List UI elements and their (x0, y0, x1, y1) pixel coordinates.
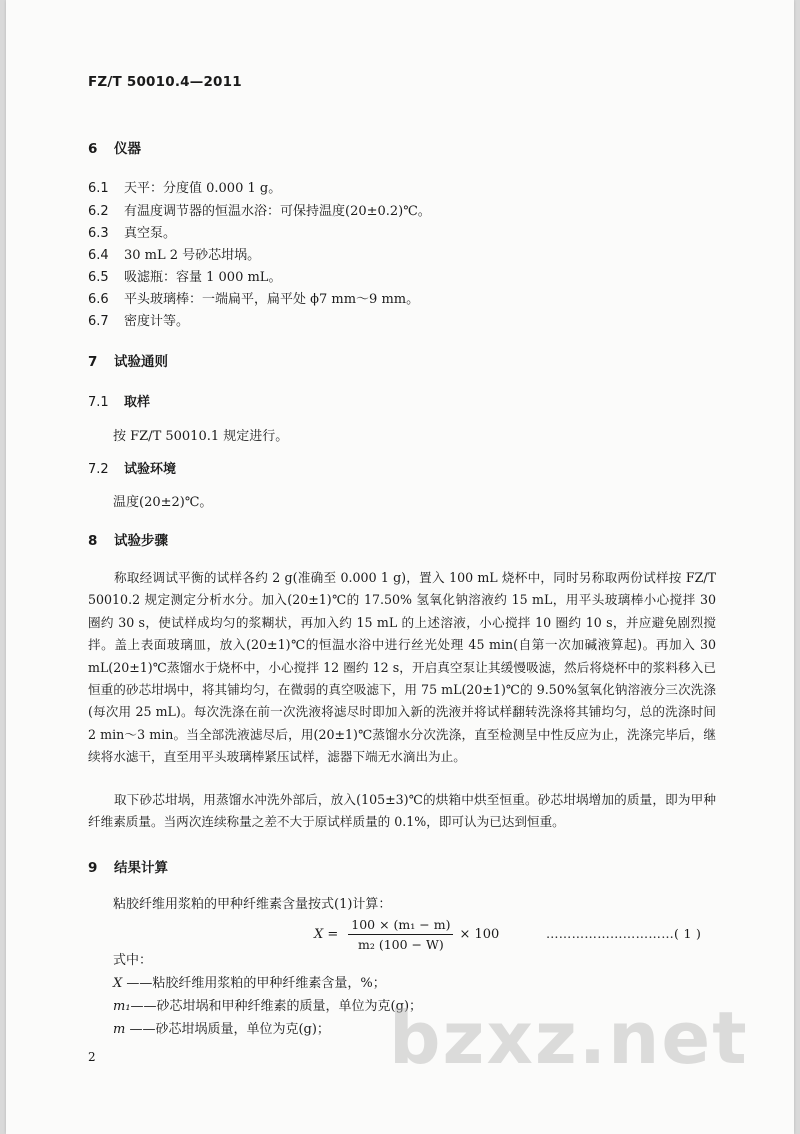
definition-x (113, 972, 386, 991)
item-number: 6.5 (88, 270, 109, 285)
definition-symbol: X (113, 976, 123, 991)
item-6-4 (88, 244, 260, 263)
formula-numerator: 100 × (m₁ − m) (348, 917, 453, 935)
item-text: 密度计等。 (124, 314, 190, 329)
section-number: 8 (88, 533, 98, 549)
page-number: 2 (88, 1050, 96, 1064)
subsection-number: 7.1 (88, 395, 109, 410)
watermark-logo: bzxz.net (389, 996, 749, 1080)
item-number: 6.1 (88, 181, 109, 196)
item-number: 6.6 (88, 292, 109, 307)
section-8-heading (88, 529, 168, 549)
item-6-7 (88, 310, 189, 329)
section-title: 结果计算 (114, 860, 168, 876)
where-label: 式中： (113, 953, 153, 968)
definition-text: ——砂芯坩埚质量，单位为克(g)； (125, 1022, 330, 1037)
definition-symbol: m₁ (113, 999, 131, 1014)
item-number: 6.2 (88, 204, 109, 219)
item-number: 6.3 (88, 226, 109, 241)
formula-fraction (348, 917, 453, 952)
subsection-title: 取样 (124, 395, 151, 410)
section-number: 9 (88, 860, 98, 876)
subsection-7-1-heading (88, 391, 150, 410)
section-9-heading (88, 856, 168, 876)
procedure-paragraph-2: 取下砂芯坩埚，用蒸馏水冲洗外部后，放入(105±3)℃的烘箱中烘至恒重。砂芯坩埚增加的质量，即为甲种纤维素质量。当两次连续称量之差不大于原试样质量的 0.1%，即可认为已达到恒重。 (88, 792, 716, 830)
section-title: 试验步骤 (114, 533, 168, 549)
subsection-7-2-text: 温度(20±2)℃。 (113, 495, 213, 510)
formula-1 (314, 914, 499, 954)
definition-symbol: m (113, 1022, 126, 1037)
subsection-7-1-text: 按 FZ/T 50010.1 规定进行。 (113, 429, 289, 444)
subsection-7-2-heading (88, 458, 176, 477)
formula-denominator: m₂ (100 − W) (358, 936, 444, 952)
item-number: 6.7 (88, 314, 109, 329)
item-text: 天平：分度值 0.000 1 g。 (124, 181, 282, 196)
item-6-2 (88, 200, 431, 219)
section-title: 试验通则 (114, 354, 168, 370)
subsection-number: 7.2 (88, 462, 109, 477)
item-text: 吸滤瓶：容量 1 000 mL。 (124, 270, 282, 285)
section-7-heading (88, 350, 168, 370)
item-number: 6.4 (88, 248, 109, 263)
definition-m1 (113, 995, 422, 1014)
section-number: 7 (88, 354, 98, 370)
formula-tail: × 100 (459, 926, 500, 942)
item-6-3 (88, 222, 176, 241)
section-number: 6 (88, 141, 98, 157)
standard-code-header: FZ/T 50010.4—2011 (88, 74, 242, 90)
item-6-6 (88, 288, 419, 307)
item-text: 有温度调节器的恒温水浴：可保持温度(20±0.2)℃。 (124, 204, 431, 219)
section-title: 仪器 (114, 141, 141, 157)
procedure-paragraph-1: 称取经调试平衡的试样各约 2 g(准确至 0.000 1 g)，置入 100 mL 烧杯中，同时另称取两份试样按 FZ/T 50010.2 规定测定分析水分。加入(20±1)℃的 17.50% 氢氧化钠溶液约 15 mL，用平头玻璃棒小心搅拌 30 圈约 30 s，使试样成均匀的浆糊状，再加入约 15 mL 的上述溶液，小心搅拌 10 圈约 10 s，并应避免剧烈搅拌。盖上表面玻璃皿，放入(20±1)℃的恒温水浴中进行丝光处理 45 min(自第一次加碱液算起)。再加入 30 mL(20±1)℃蒸馏水于烧杯中，小心搅拌 12 圈约 12 s，开启真空泵让其缓慢吸滤，然后将烧杯中的浆料移入已恒重的砂芯坩埚中，将其铺均匀，在微弱的真空吸滤下，用 75 mL(20±1)℃的 9.50%氢氧化钠溶液分三次洗涤(每次用 25 mL)。每次洗涤在前一次洗液将滤尽时即加入新的洗液并将试样翻转洗涤将其铺均匀，总的洗涤时间 2 min～3 min。当全部洗液滤尽后，用(20±1)℃蒸馏水分次洗涤，直至检测呈中性反应为止，洗涤完毕后，继续将水滤干，直至用平头玻璃棒紧压试样，滤器下端无水滴出为止。 (88, 570, 716, 765)
section-6-heading (88, 137, 141, 157)
formula-number: …………………………( 1 ) (546, 926, 702, 941)
formula-lhs: X = (314, 926, 339, 942)
item-text: 真空泵。 (124, 226, 177, 241)
formula-intro: 粘胶纤维用浆粕的甲种纤维素含量按式(1)计算： (113, 897, 392, 912)
item-6-1 (88, 177, 281, 196)
item-6-5 (88, 266, 281, 285)
item-text: 30 mL 2 号砂芯坩埚。 (124, 248, 261, 263)
subsection-title: 试验环境 (124, 462, 177, 477)
item-text: 平头玻璃棒：一端扁平，扁平处 ϕ7 mm～9 mm。 (124, 292, 420, 307)
definition-m (113, 1018, 330, 1037)
definition-text: ——砂芯坩埚和甲种纤维素的质量，单位为克(g)； (130, 999, 423, 1014)
definition-text: ——粘胶纤维用浆粕的甲种纤维素含量，%； (122, 976, 386, 991)
document-page (6, 0, 794, 1134)
